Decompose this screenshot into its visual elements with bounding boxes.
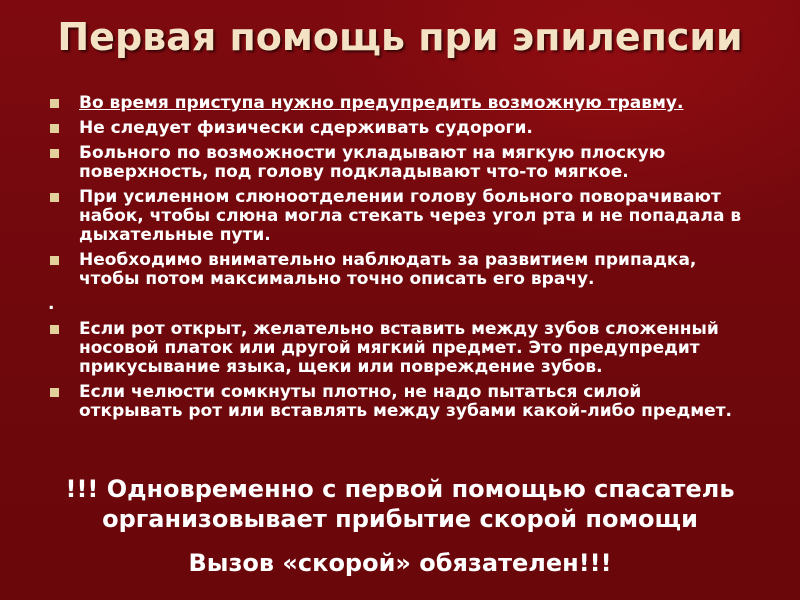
list-item-text: Если челюсти сомкнуты плотно, не надо пытаться силой открывать рот или вставлять между зубами какой-либо предмет. — [79, 382, 733, 421]
list-item-text: Во время приступа нужно предупредить возможную травму. — [79, 93, 684, 113]
list-item-text: Необходимо внимательно наблюдать за развитием припадка, чтобы потом максимально точно описать его врачу. — [79, 250, 697, 289]
list-item-text: Не следует физически сдерживать судороги. — [79, 118, 533, 138]
square-bullet-icon — [50, 256, 59, 265]
list-item — [48, 251, 748, 289]
square-bullet-icon — [50, 325, 59, 334]
rescuer-note: !!! Одновременно с первой помощью спасатель организовывает прибытие скорой помощи — [65, 475, 735, 533]
list-item — [48, 383, 748, 421]
list-item — [48, 188, 748, 245]
bullet-list — [48, 94, 748, 427]
list-item — [48, 295, 748, 314]
list-item-text: . — [48, 294, 55, 314]
list-item-text: При усиленном слюноотделении голову больного поворачивают набок, чтобы слюна могла стекать через угол рта и не попадала в дыхательные пути. — [79, 187, 742, 245]
square-bullet-icon — [50, 99, 59, 108]
square-bullet-icon — [50, 124, 59, 133]
square-bullet-icon — [50, 388, 59, 397]
list-item-text: Больного по возможности укладывают на мягкую плоскую поверхность, под голову подкладывают что-то мягкое. — [79, 143, 666, 182]
square-bullet-icon — [50, 149, 59, 158]
list-item-text: Если рот открыт, желательно вставить между зубов сложенный носовой платок или другой мягкий предмет. Это предупредит прикусывание языка, щеки или повреждение зубов. — [79, 319, 719, 377]
list-item — [48, 320, 748, 377]
ambulance-note: Вызов «скорой» обязателен!!! — [188, 549, 612, 577]
list-item — [48, 94, 748, 113]
list-item — [48, 119, 748, 138]
slide-title: Первая помощь при эпилепсии — [57, 15, 743, 59]
square-bullet-icon — [50, 193, 59, 202]
list-item — [48, 144, 748, 182]
